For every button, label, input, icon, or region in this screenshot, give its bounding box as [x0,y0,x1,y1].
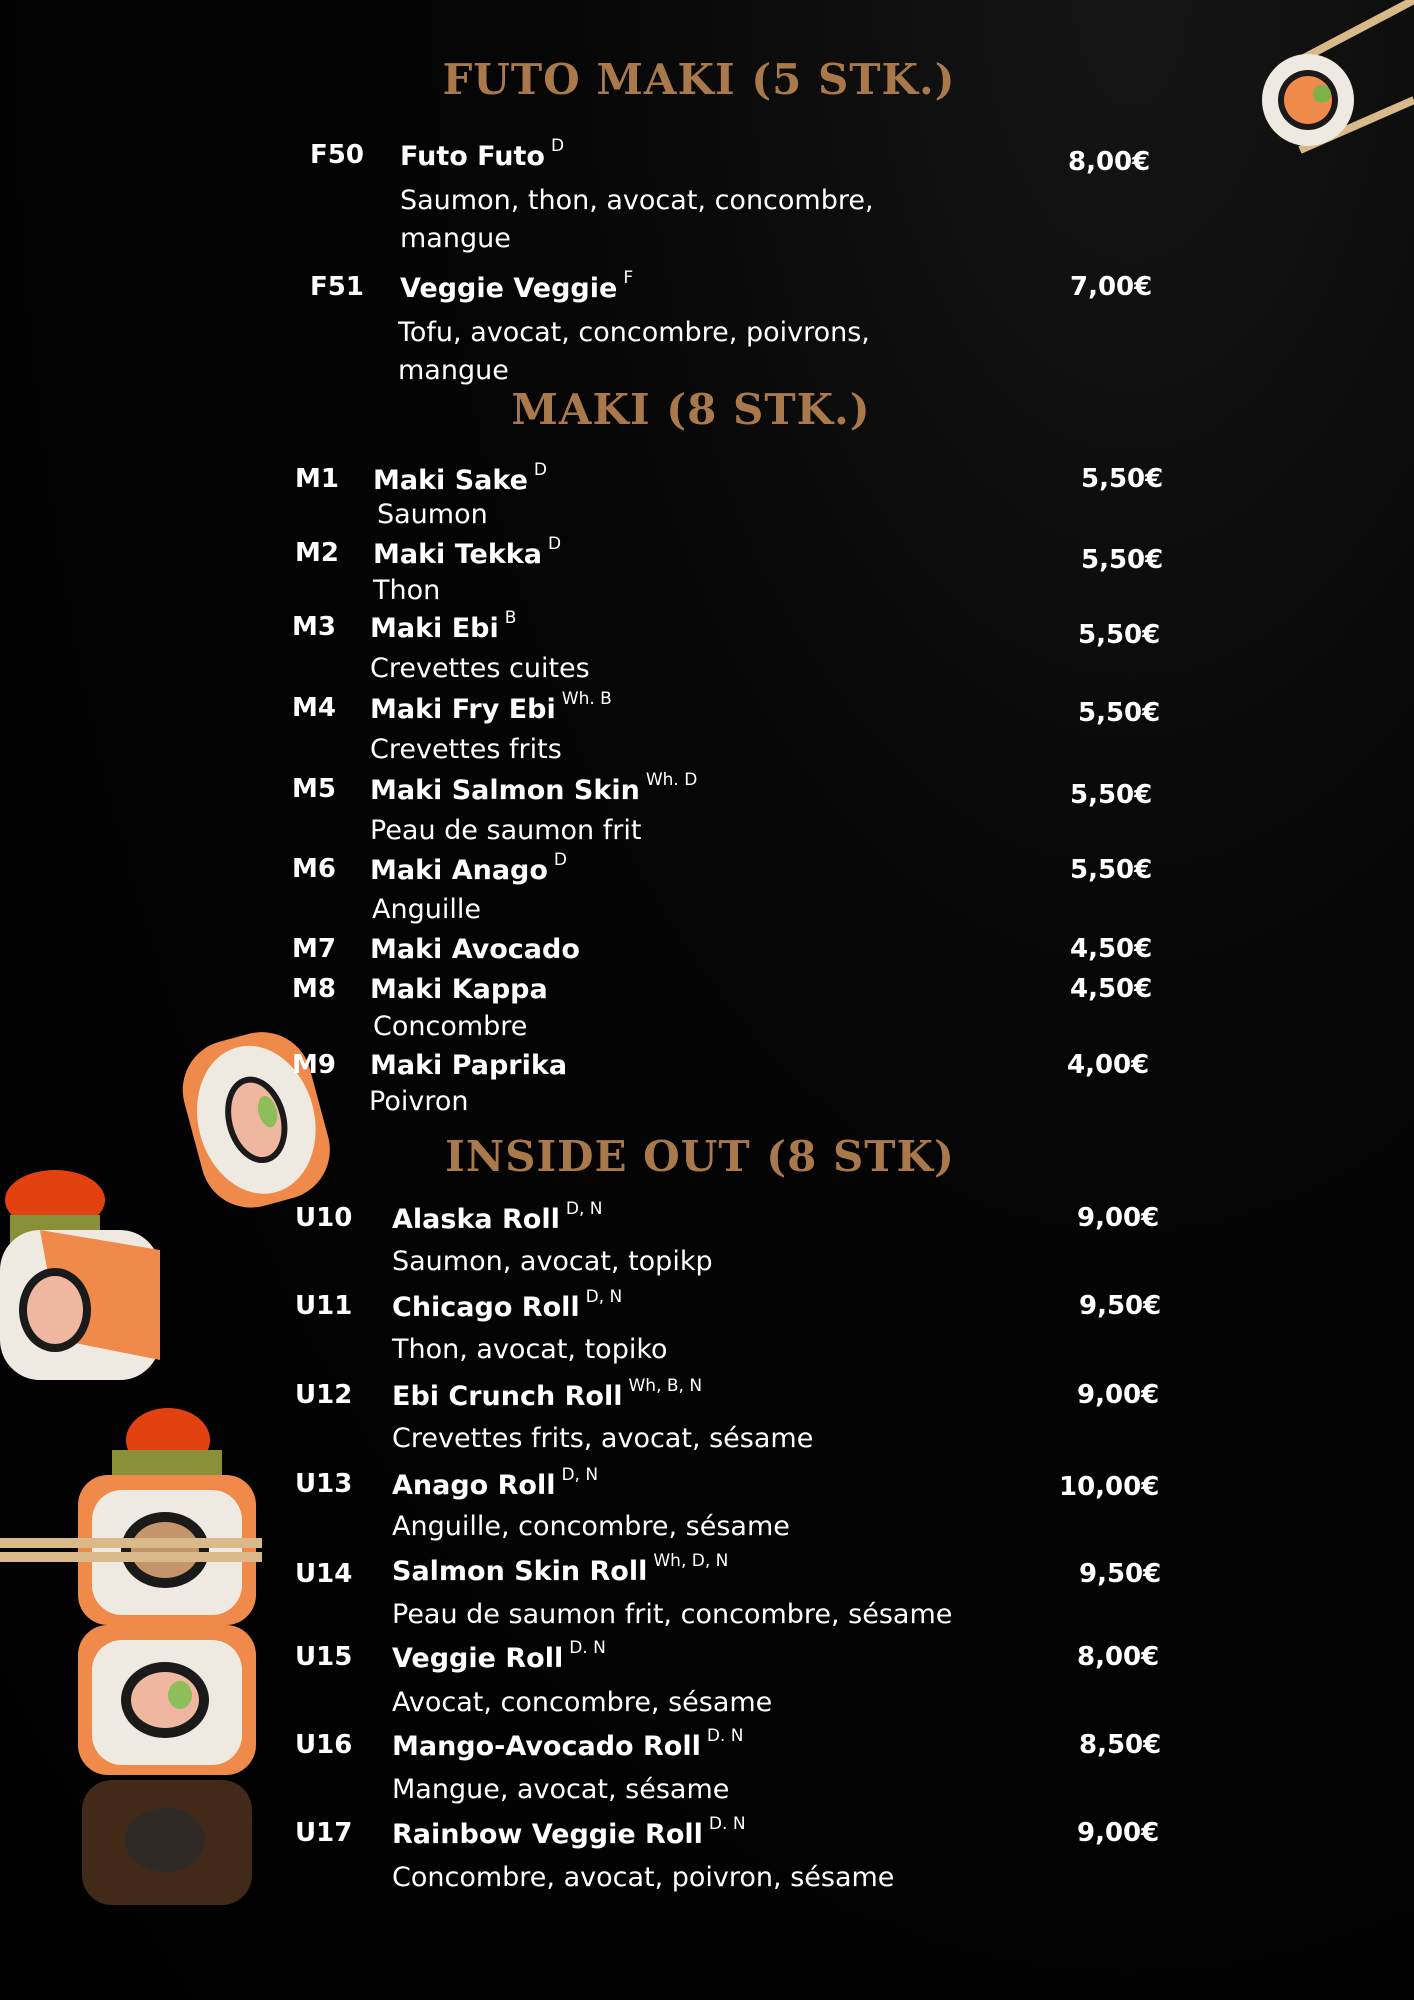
item-price: 9,00€ [1077,1818,1160,1848]
item-code: M1 [295,464,339,494]
item-code: M9 [292,1050,336,1080]
item-description: Anguille [372,894,481,925]
item-name: Mango-Avocado Roll $^{D. N}$ [392,1726,744,1762]
allergen-codes: B [504,608,517,628]
item-description: Thon [373,575,441,606]
item-description-line2: mangue [400,223,511,254]
item-description: Poivron [369,1086,469,1117]
item-code: F50 [310,140,364,170]
item-name: Chicago Roll $^{D, N}$ [392,1287,623,1323]
item-code: F51 [310,272,364,302]
allergen-codes: D. N [569,1638,606,1658]
item-name: Maki Sake $^D$ [373,460,548,496]
item-name: Maki Anago $^D$ [370,850,568,886]
item-name: Rainbow Veggie Roll $^{D. N}$ [392,1814,746,1850]
item-description: Concombre [373,1011,528,1042]
item-description: Peau de saumon frit, concombre, sésame [392,1599,953,1630]
item-price: 8,00€ [1068,147,1151,177]
item-code: U15 [295,1642,353,1672]
item-name: Veggie Veggie $^F$ [400,268,634,304]
item-description: Peau de saumon frit [370,815,642,846]
item-name: Maki Tekka $^D$ [373,534,562,570]
item-code: M8 [292,974,336,1004]
item-price: 4,50€ [1070,934,1153,964]
allergen-codes: Wh, D, N [653,1551,729,1571]
sushi-falling-image [160,1015,350,1215]
sushi-stack-chopsticks-image [0,1400,270,1920]
item-price: 9,50€ [1079,1291,1162,1321]
item-description: Crevettes frits [370,734,562,765]
allergen-codes: D [553,850,568,870]
item-price: 9,00€ [1077,1380,1160,1410]
item-price: 8,50€ [1079,1730,1162,1760]
item-price: 7,00€ [1070,272,1153,302]
allergen-codes: F [623,268,634,288]
item-code: U10 [295,1203,353,1233]
allergen-codes: D [533,460,548,480]
section-title-inside-out: INSIDE OUT (8 STK) [445,1132,955,1181]
allergen-codes: D, N [561,1465,599,1485]
item-description: Avocat, concombre, sésame [392,1687,773,1718]
item-price: 5,50€ [1078,698,1161,728]
item-name: Ebi Crunch Roll $^{Wh, B, N}$ [392,1376,703,1412]
item-price: 9,50€ [1079,1559,1162,1589]
item-name: Alaska Roll $^{D, N}$ [392,1199,603,1235]
item-code: U14 [295,1559,353,1589]
item-name: Anago Roll $^{D, N}$ [392,1465,599,1501]
allergen-codes: D, N [565,1199,603,1219]
item-code: M6 [292,854,336,884]
item-price: 8,00€ [1077,1642,1160,1672]
item-price: 9,00€ [1077,1203,1160,1233]
item-code: U17 [295,1818,353,1848]
allergen-codes: D. N [706,1726,744,1746]
item-code: U16 [295,1730,353,1760]
item-description: Tofu, avocat, concombre, poivrons, [398,317,870,348]
allergen-codes: D [550,136,565,156]
item-name: Maki Ebi $^B$ [370,608,517,644]
item-price: 5,50€ [1070,855,1153,885]
allergen-codes: Wh. B [561,689,612,709]
item-price: 5,50€ [1081,545,1164,575]
allergen-codes: D [547,534,562,554]
item-name: Maki Fry Ebi $^{Wh. B}$ [370,689,612,725]
item-name: Maki Avocado [370,934,580,965]
item-description-line2: mangue [398,355,509,386]
item-code: U13 [295,1469,353,1499]
item-name: Futo Futo $^D$ [400,136,565,172]
allergen-codes: Wh, B, N [628,1376,703,1396]
item-code: U12 [295,1380,353,1410]
item-price: 4,00€ [1067,1050,1150,1080]
item-description: Saumon, avocat, topikp [392,1246,713,1277]
item-name: Veggie Roll $^{D. N}$ [392,1638,606,1674]
item-name: Maki Salmon Skin $^{Wh. D}$ [370,770,698,806]
item-name: Salmon Skin Roll $^{Wh, D, N}$ [392,1551,729,1587]
item-description: Crevettes frits, avocat, sésame [392,1423,814,1454]
item-description: Concombre, avocat, poivron, sésame [392,1862,895,1893]
sushi-roe-roll-image [0,1160,170,1390]
item-name: Maki Kappa [370,974,548,1005]
item-code: M7 [292,934,336,964]
allergen-codes: D. N [708,1814,746,1834]
allergen-codes: Wh. D [645,770,698,790]
item-description: Saumon [377,499,488,530]
item-code: M4 [292,693,336,723]
item-price: 5,50€ [1078,620,1161,650]
item-price: 5,50€ [1081,464,1164,494]
item-description: Thon, avocat, topiko [392,1334,668,1365]
item-name: Maki Paprika [370,1050,568,1081]
item-code: U11 [295,1291,353,1321]
item-code: M3 [292,612,336,642]
item-code: M2 [295,538,339,568]
item-price: 10,00€ [1059,1472,1160,1502]
item-description: Anguille, concombre, sésame [392,1511,790,1542]
item-description: Mangue, avocat, sésame [392,1774,730,1805]
item-code: M5 [292,774,336,804]
item-description: Crevettes cuites [370,653,590,684]
item-price: 4,50€ [1070,974,1153,1004]
section-title-futo-maki: FUTO MAKI (5 STK.) [442,55,956,104]
allergen-codes: D, N [585,1287,623,1307]
item-price: 5,50€ [1070,780,1153,810]
section-title-maki: MAKI (8 STK.) [511,385,871,434]
item-description: Saumon, thon, avocat, concombre, [400,185,874,216]
